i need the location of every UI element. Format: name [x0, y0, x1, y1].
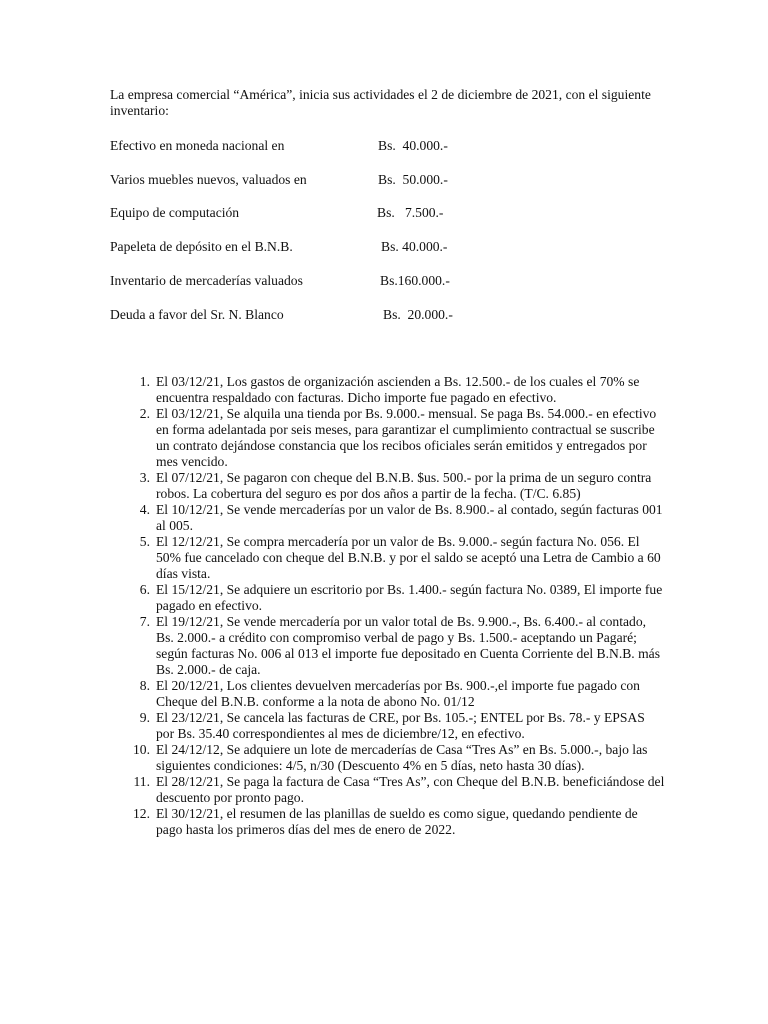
list-item: [110, 710, 665, 742]
list-item: [110, 534, 665, 582]
inventory-value: Bs. 40.000.-: [381, 239, 448, 254]
inventory-value: Bs. 40.000.-: [378, 138, 448, 153]
item-text: El 30/12/21, el resumen de las planillas de sueldo es como sigue, quedando pendiente de pago hasta los primeros días del mes de enero de 2022.: [156, 806, 638, 837]
item-number: 10.: [133, 742, 150, 757]
inventory-label: Efectivo en moneda nacional en: [110, 138, 285, 153]
item-number: 4.: [139, 502, 150, 517]
item-number: 2.: [139, 406, 150, 421]
inventory-row: [110, 307, 630, 323]
inventory-row: [110, 205, 630, 221]
item-text: El 15/12/21, Se adquiere un escritorio por Bs. 1.400.- según factura No. 0389, El importe fue pagado en efectivo.: [156, 582, 663, 613]
inventory-label: Papeleta de depósito en el B.N.B.: [110, 239, 293, 254]
inventory-row: [110, 239, 630, 255]
inventory-row: [110, 273, 630, 289]
item-number: 6.: [139, 582, 150, 597]
list-item: [110, 582, 665, 614]
item-text: El 19/12/21, Se vende mercadería por un valor total de Bs. 9.900.-, Bs. 6.400.- al contado, Bs. 2.000.- a crédito con compromiso verbal de pago y Bs. 1.500.- aceptando un Pagaré; según facturas No. 006 al 013 el importe fue depositado en Cuenta Corriente del B.N.B. más Bs. 2.000.- de caja.: [156, 614, 660, 677]
item-text: El 20/12/21, Los clientes devuelven mercaderías por Bs. 900.-,el importe fue pagado con Cheque del B.N.B. conforme a la nota de abono No. 01/12: [156, 678, 640, 709]
item-text: El 07/12/21, Se pagaron con cheque del B.N.B. $us. 500.- por la prima de un seguro contra robos. La cobertura del seguro es por dos años a partir de la fecha. (T/C. 6.85): [156, 470, 652, 501]
list-item: [110, 406, 665, 470]
inventory-label: Equipo de computación: [110, 205, 240, 220]
inventory-value: Bs. 7.500.-: [377, 205, 444, 220]
item-text: El 24/12/12, Se adquiere un lote de mercaderías de Casa “Tres As” en Bs. 5.000.-, bajo las siguientes condiciones: 4/5, n/30 (Descuento 4% en 5 días, neto hasta 30 días).: [156, 742, 648, 773]
inventory-value: Bs. 20.000.-: [383, 307, 453, 322]
inventory-label: Deuda a favor del Sr. N. Blanco: [110, 307, 284, 322]
list-item: [110, 470, 665, 502]
item-text: El 03/12/21, Se alquila una tienda por Bs. 9.000.- mensual. Se paga Bs. 54.000.- en efectivo en forma adelantada por seis meses, para garantizar el cumplimiento contractual se suscribe un contrato dejándose constancia que los recibos oficiales serán emitidos y entregados por mes vencido.: [156, 406, 657, 469]
list-item: [110, 502, 665, 534]
item-text: El 23/12/21, Se cancela las facturas de CRE, por Bs. 105.-; ENTEL por Bs. 78.- y EPSAS por Bs. 35.40 correspondientes al mes de diciembre/12, en efectivo.: [156, 710, 645, 741]
inventory-value: Bs. 50.000.-: [378, 172, 448, 187]
item-number: 7.: [139, 614, 150, 629]
inventory-value: Bs.160.000.-: [380, 273, 450, 288]
intro-text: La empresa comercial “América”, inicia sus actividades el 2 de diciembre de 2021, con el siguiente inventario:: [110, 87, 651, 118]
item-number: 3.: [139, 470, 150, 485]
inventory-label: Inventario de mercaderías valuados: [110, 273, 303, 288]
inventory-row: [110, 138, 630, 154]
list-item: [110, 774, 665, 806]
item-number: 8.: [139, 678, 150, 693]
list-item: [110, 806, 665, 838]
item-number: 12.: [133, 806, 150, 821]
item-text: El 28/12/21, Se paga la factura de Casa “Tres As”, con Cheque del B.N.B. beneficiándose del descuento por pronto pago.: [156, 774, 665, 805]
list-item: [110, 742, 665, 774]
item-number: 11.: [133, 774, 150, 789]
inventory-label: Varios muebles nuevos, valuados en: [110, 172, 307, 187]
list-item: [110, 614, 665, 678]
item-text: El 10/12/21, Se vende mercaderías por un valor de Bs. 8.900.- al contado, según facturas 001 al 005.: [156, 502, 663, 533]
transactions-list: [110, 374, 665, 838]
item-number: 5.: [139, 534, 150, 549]
item-text: El 03/12/21, Los gastos de organización ascienden a Bs. 12.500.- de los cuales el 70% se encuentra respaldado con facturas. Dicho importe fue pagado en efectivo.: [156, 374, 640, 405]
item-number: 1.: [139, 374, 150, 389]
item-text: El 12/12/21, Se compra mercadería por un valor de Bs. 9.000.- según factura No. 056. El 50% fue cancelado con cheque del B.N.B. y por el saldo se aceptó una Letra de Cambio a 60 días vista.: [156, 534, 661, 581]
intro-paragraph: [110, 87, 670, 119]
item-number: 9.: [139, 710, 150, 725]
list-item: [110, 374, 665, 406]
inventory-row: [110, 172, 630, 188]
list-item: [110, 678, 665, 710]
